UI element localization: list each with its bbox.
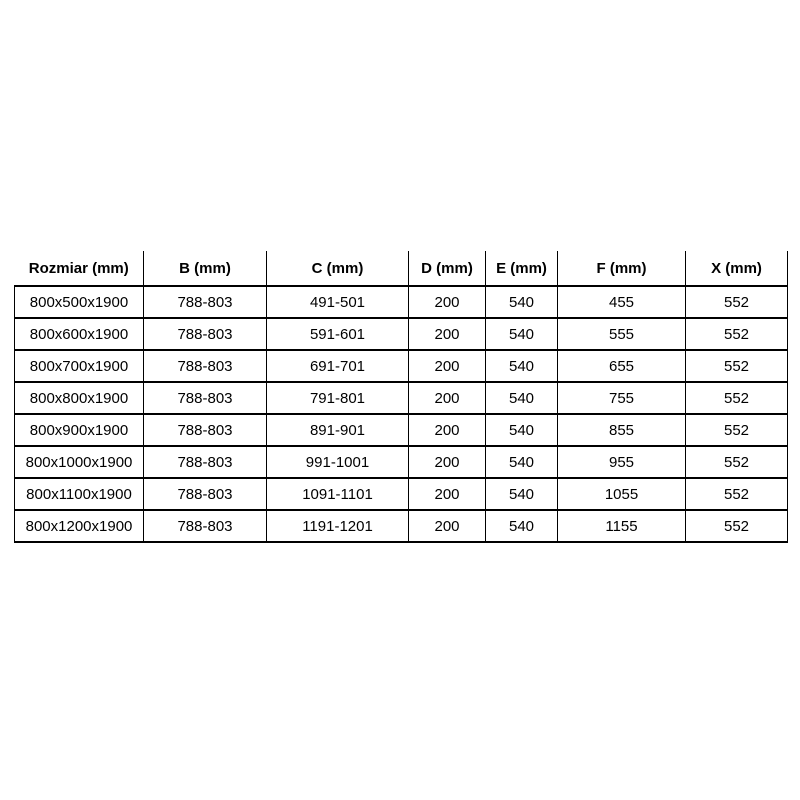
table-cell-d: 200 [409, 382, 486, 414]
table-row [15, 318, 788, 350]
table-cell-e: 540 [486, 350, 558, 382]
table-cell-c: 691-701 [267, 350, 409, 382]
table-cell-f: 855 [558, 414, 686, 446]
table-cell-f: 655 [558, 350, 686, 382]
table-row [15, 478, 788, 510]
table-cell-b: 788-803 [144, 414, 267, 446]
dimensions-table [14, 251, 788, 543]
table-cell-x: 552 [686, 350, 788, 382]
table-cell-x: 552 [686, 478, 788, 510]
table-cell-rozmiar: 800x500x1900 [15, 286, 144, 318]
table-cell-c: 591-601 [267, 318, 409, 350]
header-cell-b: B (mm) [144, 251, 267, 286]
table-cell-c: 1091-1101 [267, 478, 409, 510]
header-cell-f: F (mm) [558, 251, 686, 286]
table-cell-d: 200 [409, 318, 486, 350]
table-cell-x: 552 [686, 446, 788, 478]
table-cell-e: 540 [486, 446, 558, 478]
header-cell-c: C (mm) [267, 251, 409, 286]
table-cell-rozmiar: 800x1100x1900 [15, 478, 144, 510]
table-cell-b: 788-803 [144, 286, 267, 318]
table-cell-f: 555 [558, 318, 686, 350]
table-cell-x: 552 [686, 510, 788, 542]
header-cell-d: D (mm) [409, 251, 486, 286]
table-cell-f: 955 [558, 446, 686, 478]
table-cell-c: 891-901 [267, 414, 409, 446]
table-cell-d: 200 [409, 446, 486, 478]
table-row [15, 414, 788, 446]
table-cell-f: 1155 [558, 510, 686, 542]
table-cell-b: 788-803 [144, 510, 267, 542]
table-row [15, 286, 788, 318]
table-cell-c: 791-801 [267, 382, 409, 414]
table-cell-rozmiar: 800x700x1900 [15, 350, 144, 382]
table-cell-x: 552 [686, 318, 788, 350]
table-row [15, 446, 788, 478]
table-cell-e: 540 [486, 286, 558, 318]
table-cell-d: 200 [409, 510, 486, 542]
table-cell-d: 200 [409, 350, 486, 382]
header-cell-e: E (mm) [486, 251, 558, 286]
table-cell-b: 788-803 [144, 318, 267, 350]
table-cell-f: 455 [558, 286, 686, 318]
table-cell-b: 788-803 [144, 446, 267, 478]
header-cell-x: X (mm) [686, 251, 788, 286]
table-cell-b: 788-803 [144, 382, 267, 414]
table-cell-d: 200 [409, 478, 486, 510]
table-row [15, 350, 788, 382]
header-row [15, 251, 788, 286]
table-cell-f: 1055 [558, 478, 686, 510]
table-cell-b: 788-803 [144, 478, 267, 510]
table-cell-rozmiar: 800x1200x1900 [15, 510, 144, 542]
table-cell-e: 540 [486, 318, 558, 350]
table-cell-x: 552 [686, 414, 788, 446]
table-cell-d: 200 [409, 414, 486, 446]
table-cell-b: 788-803 [144, 350, 267, 382]
table-cell-c: 491-501 [267, 286, 409, 318]
table-cell-rozmiar: 800x800x1900 [15, 382, 144, 414]
table-cell-c: 1191-1201 [267, 510, 409, 542]
table-cell-e: 540 [486, 414, 558, 446]
table-row [15, 382, 788, 414]
table-cell-e: 540 [486, 478, 558, 510]
table-cell-f: 755 [558, 382, 686, 414]
header-cell-rozmiar: Rozmiar (mm) [15, 251, 144, 286]
table-cell-e: 540 [486, 510, 558, 542]
table-cell-c: 991-1001 [267, 446, 409, 478]
table-cell-rozmiar: 800x900x1900 [15, 414, 144, 446]
table-row [15, 510, 788, 542]
table-cell-rozmiar: 800x1000x1900 [15, 446, 144, 478]
table-cell-rozmiar: 800x600x1900 [15, 318, 144, 350]
table-cell-d: 200 [409, 286, 486, 318]
table-cell-x: 552 [686, 382, 788, 414]
table-cell-x: 552 [686, 286, 788, 318]
table-cell-e: 540 [486, 382, 558, 414]
